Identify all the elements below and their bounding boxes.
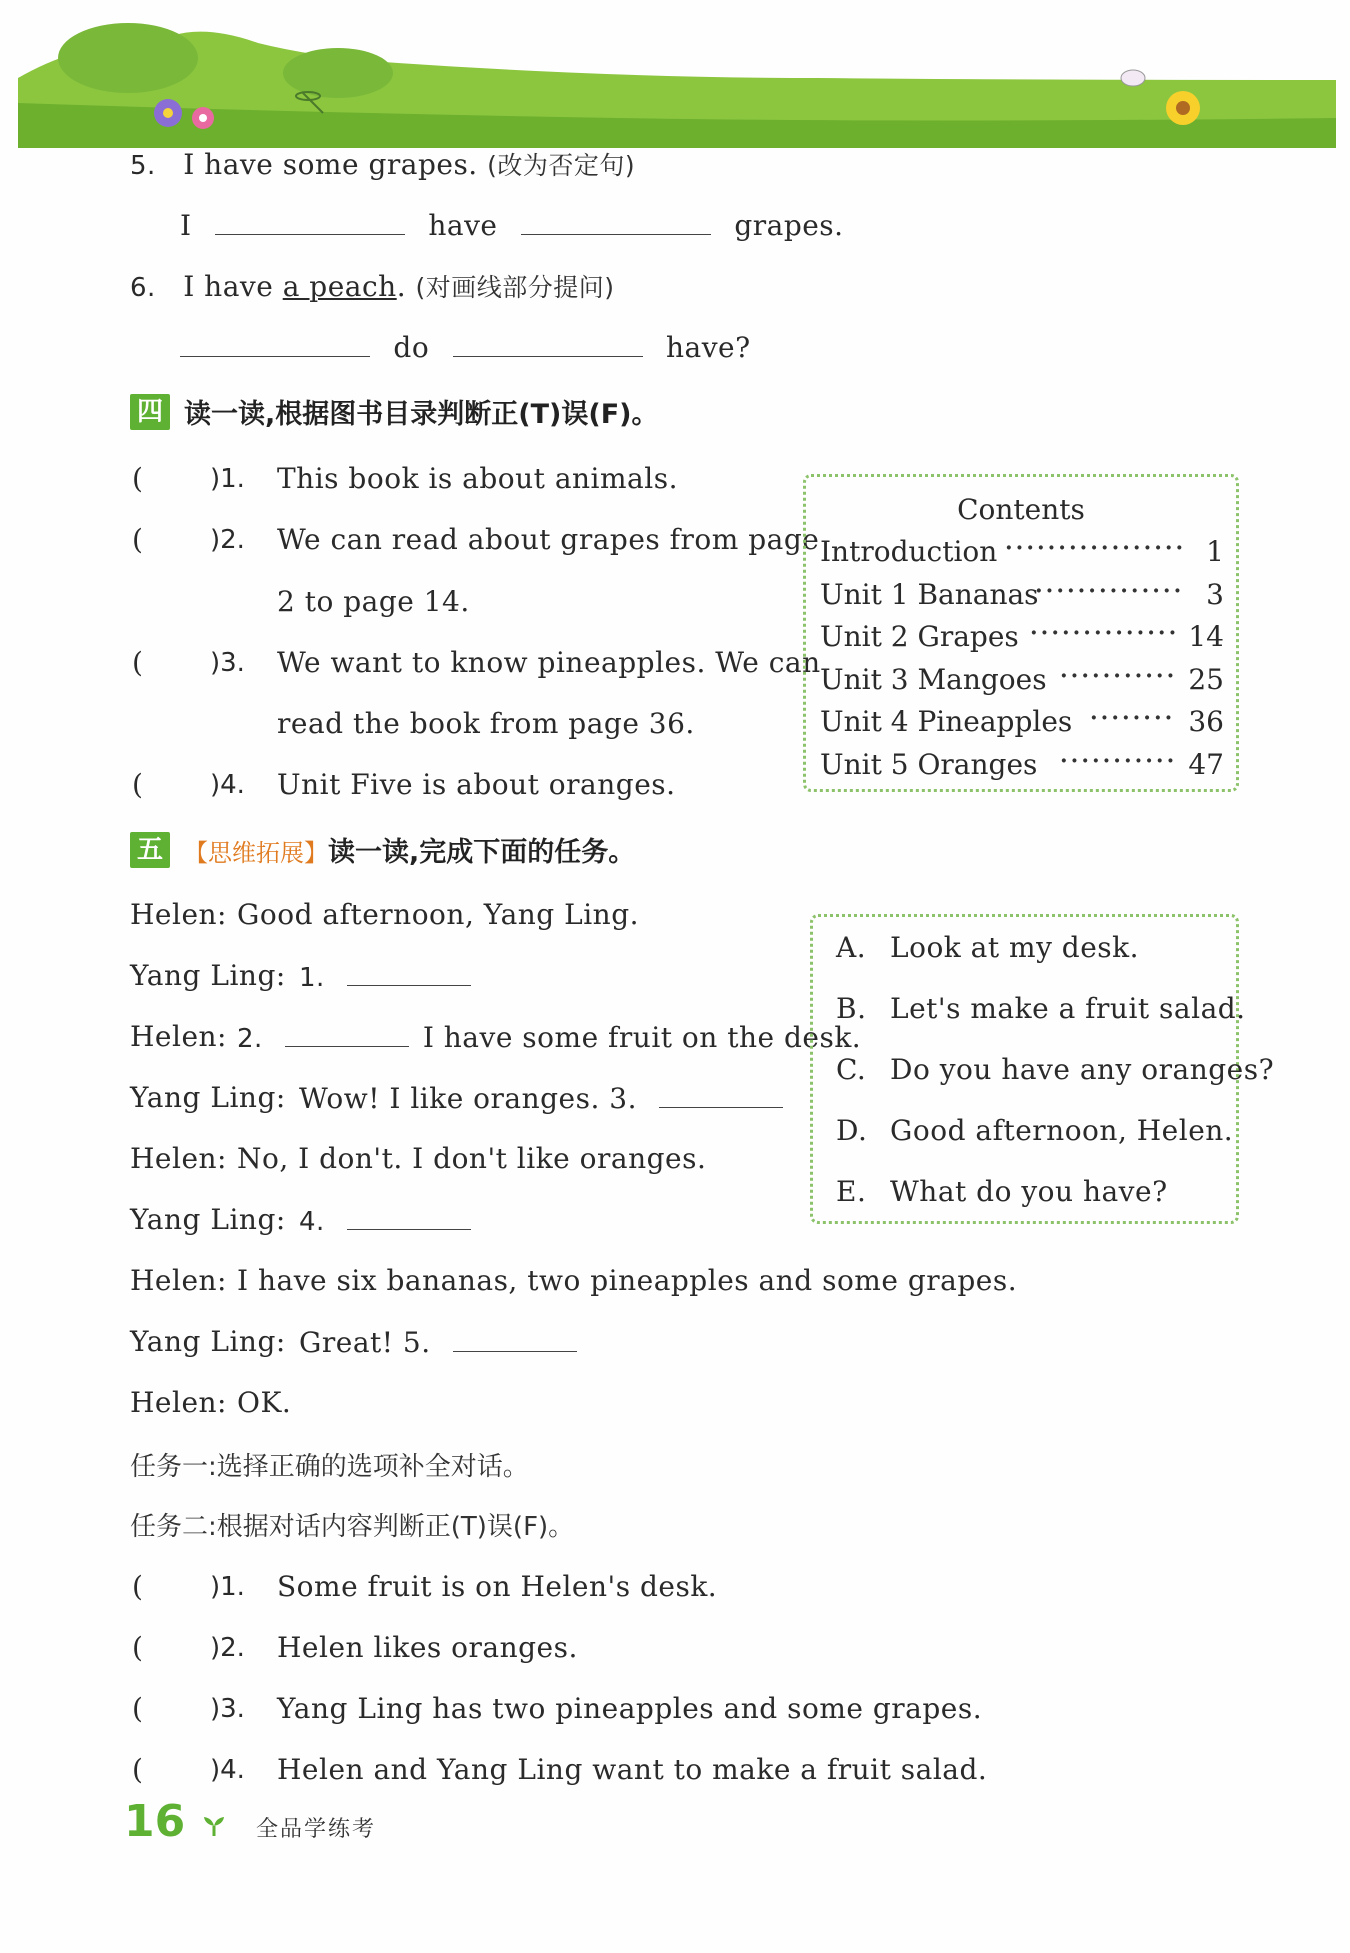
contents-row <box>820 535 1224 569</box>
bee-icon <box>1121 70 1145 86</box>
answer-line-6 <box>180 330 751 364</box>
leader-dots: ··········· <box>1060 662 1178 689</box>
answer-blank[interactable] <box>215 208 405 235</box>
answer-word: do <box>393 331 430 364</box>
dialog-text: OK. <box>237 1386 292 1419</box>
dialog-text: 4. <box>299 1207 325 1237</box>
contents-page-number: 25 <box>1188 662 1224 696</box>
question-6 <box>130 268 615 304</box>
sprout-icon <box>202 1814 226 1838</box>
contents-row <box>820 748 1224 782</box>
header-banner <box>18 18 1336 148</box>
item-number: )2. <box>210 525 245 555</box>
dialog-text: 1. <box>299 963 325 993</box>
section-badge: 五 <box>130 832 170 868</box>
option-text: Look at my desk. <box>890 931 1140 964</box>
contents-box <box>803 474 1239 792</box>
answer-line-5 <box>180 208 844 242</box>
section-4-header <box>130 392 658 431</box>
question-instruction: (改为否定句) <box>487 151 636 180</box>
question-sentence: I have some grapes. <box>183 148 478 181</box>
option-text: What do you have? <box>890 1175 1168 1208</box>
contents-page-number: 14 <box>1188 620 1224 653</box>
item-number: )3. <box>210 648 245 678</box>
contents-label: Unit 2 Grapes <box>820 620 1019 653</box>
speaker-name: Yang Ling: <box>130 1325 286 1358</box>
option-text: Do you have any oranges? <box>890 1053 1275 1086</box>
item-text: Some fruit is on Helen's desk. <box>277 1570 718 1603</box>
sunflower-icon <box>1166 91 1200 125</box>
question-5 <box>130 146 635 182</box>
dialog-line <box>299 1081 783 1115</box>
question-number: 5. <box>130 151 156 181</box>
leader-dots: ··········· <box>1060 747 1178 774</box>
answer-word: have? <box>666 331 751 364</box>
section-title: 读一读,根据图书目录判断正(T)误(F)。 <box>184 399 659 430</box>
contents-row <box>820 578 1224 612</box>
question-instruction: (对画线部分提问) <box>415 273 615 302</box>
item-text: Unit Five is about oranges. <box>277 768 676 801</box>
question-sentence-end: . <box>396 270 407 303</box>
option-letter: B. <box>836 992 867 1025</box>
contents-label: Unit 5 Oranges <box>820 747 1038 781</box>
speaker-name: Yang Ling: <box>130 1203 286 1236</box>
dialog-line <box>237 1020 861 1054</box>
leader-dots: ·············· <box>1030 620 1180 646</box>
options-box <box>810 914 1275 1224</box>
contents-label: Unit 3 Mangoes <box>820 662 1047 696</box>
contents-row <box>820 705 1224 739</box>
answer-paren[interactable]: ( <box>132 1692 144 1725</box>
option-letter: E. <box>836 1175 867 1208</box>
item-number: )4. <box>210 1755 245 1785</box>
dialog-text: Wow! I like oranges. 3. <box>299 1082 638 1115</box>
option-text: Good afternoon, Helen. <box>890 1114 1234 1147</box>
answer-blank[interactable] <box>659 1081 783 1108</box>
item-text: read the book from page 36. <box>277 707 695 740</box>
item-number: )4. <box>210 770 245 800</box>
option-letter: C. <box>836 1053 867 1086</box>
speaker-name: Yang Ling: <box>130 1081 286 1114</box>
option-letter: D. <box>836 1114 868 1147</box>
question-sentence: I have <box>183 270 283 303</box>
item-number: )1. <box>210 1572 245 1602</box>
speaker-name: Helen: <box>130 898 227 931</box>
dialog-text: Great! 5. <box>299 1326 431 1359</box>
contents-label: Unit 4 Pineapples <box>820 705 1073 738</box>
contents-row <box>820 663 1224 697</box>
item-text: Helen likes oranges. <box>277 1631 578 1664</box>
contents-title: Contents <box>957 493 1085 526</box>
speaker-name: Helen: <box>130 1386 227 1419</box>
item-number: )2. <box>210 1633 245 1663</box>
dialog-text: Good afternoon, Yang Ling. <box>237 898 640 931</box>
contents-page-number: 3 <box>1206 577 1224 611</box>
brand-name: 全品学练考 <box>256 1817 377 1842</box>
answer-blank[interactable] <box>347 1203 471 1230</box>
section-badge: 四 <box>130 394 170 430</box>
answer-paren[interactable]: ( <box>132 462 144 495</box>
contents-page-number: 1 <box>1206 535 1224 568</box>
underlined-phrase: a peach <box>282 270 397 303</box>
answer-paren[interactable]: ( <box>132 523 144 556</box>
dialog-line <box>299 1325 577 1359</box>
answer-word: have <box>428 209 498 242</box>
item-number: )1. <box>210 464 245 494</box>
speaker-name: Helen: <box>130 1142 227 1175</box>
item-text: Yang Ling has two pineapples and some grapes. <box>277 1692 983 1725</box>
leader-dots: ················· <box>1005 535 1187 561</box>
speaker-name: Helen: <box>130 1020 227 1053</box>
dialog-line <box>299 1203 471 1237</box>
answer-blank[interactable] <box>285 1020 409 1047</box>
answer-word: I <box>180 209 192 242</box>
answer-paren[interactable]: ( <box>132 646 144 679</box>
answer-paren[interactable]: ( <box>132 768 144 801</box>
dialog-text: 2. <box>237 1024 263 1054</box>
contents-page-number: 36 <box>1188 705 1224 738</box>
answer-blank[interactable] <box>347 959 471 986</box>
answer-blank[interactable] <box>180 330 370 357</box>
contents-label: Unit 1 Bananas <box>820 577 1039 611</box>
dialog-line <box>237 1386 291 1419</box>
speaker-name: Yang Ling: <box>130 959 286 992</box>
contents-row <box>820 620 1224 654</box>
dialog-line <box>237 898 639 931</box>
answer-word: grapes. <box>734 209 844 242</box>
leader-dots: ········ <box>1090 705 1176 731</box>
task-2-instruction: 任务二:根据对话内容判断正(T)误(F)。 <box>130 1512 575 1542</box>
contents-page-number: 47 <box>1188 747 1224 781</box>
item-number: )3. <box>210 1694 245 1724</box>
item-text: We can read about grapes from page <box>277 523 820 556</box>
item-text: 2 to page 14. <box>277 585 470 618</box>
dialog-line <box>299 959 471 993</box>
answer-blank[interactable] <box>521 208 711 235</box>
option-letter: A. <box>836 931 867 964</box>
section-5-header <box>130 830 635 869</box>
section-tag: 【思维拓展】 <box>184 839 328 867</box>
item-text: We want to know pineapples. We can <box>277 646 821 679</box>
question-number: 6. <box>130 273 156 303</box>
dialog-text: I have six bananas, two pineapples and some grapes. <box>237 1264 1018 1297</box>
answer-paren[interactable]: ( <box>132 1631 144 1664</box>
dialog-text: No, I don't. I don't like oranges. <box>237 1142 707 1175</box>
page-number: 16 <box>124 1796 186 1847</box>
option-text: Let's make a fruit salad. <box>890 992 1246 1025</box>
answer-blank[interactable] <box>453 330 643 357</box>
section-title: 读一读,完成下面的任务。 <box>328 837 636 868</box>
answer-blank[interactable] <box>453 1325 577 1352</box>
dialog-line <box>237 1264 1017 1297</box>
leader-dots: ·············· <box>1035 577 1185 604</box>
speaker-name: Helen: <box>130 1264 227 1297</box>
dialog-text-after: I have some fruit on the desk. <box>422 1021 862 1054</box>
contents-label: Introduction <box>820 535 998 568</box>
dialog-line <box>237 1142 706 1175</box>
item-text: This book is about animals. <box>277 462 678 495</box>
item-text: Helen and Yang Ling want to make a fruit salad. <box>277 1753 988 1786</box>
answer-paren[interactable]: ( <box>132 1753 144 1786</box>
answer-paren[interactable]: ( <box>132 1570 144 1603</box>
task-1-instruction: 任务一:选择正确的选项补全对话。 <box>130 1452 529 1482</box>
